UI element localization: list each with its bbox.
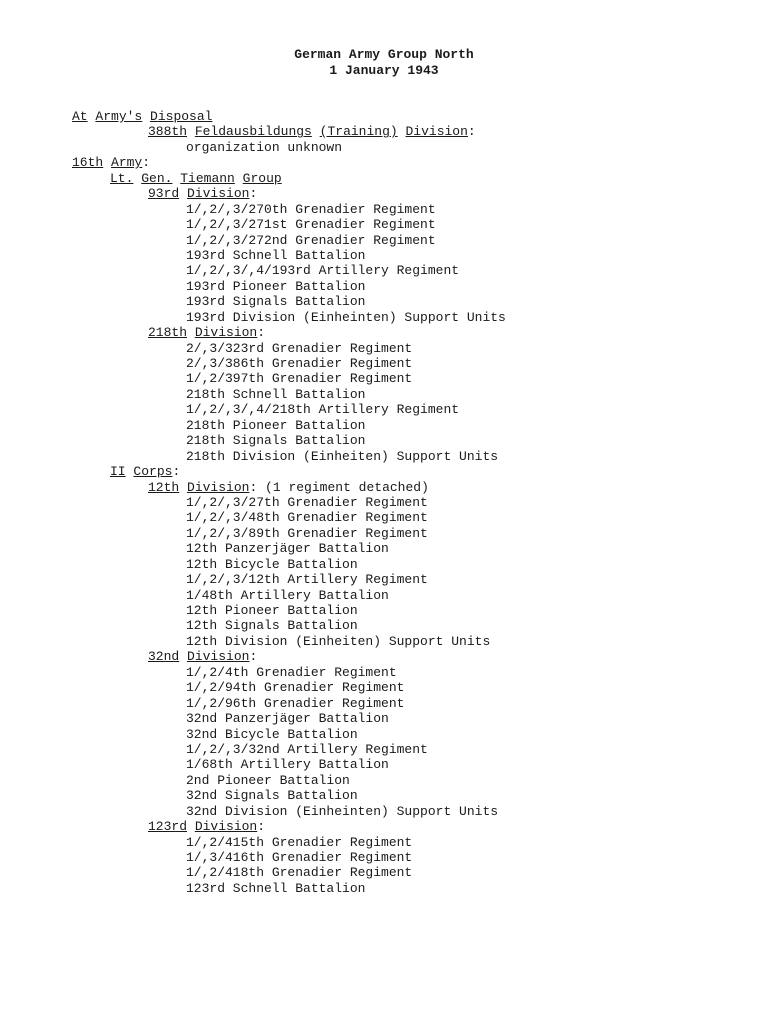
- text-run: 12th Pioneer Battalion: [186, 603, 358, 618]
- unit-line: [72, 634, 506, 649]
- text-run: 1/,2/,3/,4/218th Artillery Regiment: [186, 402, 460, 418]
- text-run: 193rd Division (Einheinten) Support Units: [186, 309, 506, 325]
- text-run: 1/,2/,3/89th Grenadier Regiment: [186, 525, 428, 541]
- heading-16th-army: [72, 155, 506, 170]
- text-run: Division: [187, 479, 250, 495]
- text-run: 32nd Signals Battalion: [186, 788, 358, 804]
- text-run: [179, 649, 187, 664]
- unit-line: [72, 294, 506, 309]
- unit-line: [72, 665, 506, 680]
- unit-line: [72, 356, 506, 371]
- text-run: 1/,2/397th Grenadier Regiment: [186, 371, 413, 387]
- text-run: Group: [242, 170, 282, 186]
- unit-line: [72, 310, 506, 325]
- text-run: Tiemann: [180, 170, 235, 186]
- text-run: Lt.: [110, 170, 134, 186]
- text-run: 2nd Pioneer Battalion: [186, 772, 350, 788]
- text-run: [103, 155, 111, 170]
- text-run: Gen.: [141, 170, 173, 186]
- unit-line: [72, 541, 506, 556]
- unit-line: [72, 711, 506, 726]
- heading-388th-division: [72, 124, 506, 139]
- text-run: Division: [405, 124, 468, 140]
- unit-line: [72, 742, 506, 757]
- text-run: 1/,2/,3/271st Grenadier Regiment: [186, 217, 436, 233]
- text-run: [187, 819, 195, 834]
- unit-line: [72, 850, 506, 865]
- heading-32nd-division: [72, 649, 506, 664]
- text-run: 218th Pioneer Battalion: [186, 417, 366, 433]
- heading-218th-division: [72, 325, 506, 340]
- text-run: Feldausbildungs: [194, 124, 312, 140]
- unit-line: [72, 418, 506, 433]
- text-run: Army: [111, 155, 143, 171]
- text-run: II: [110, 464, 126, 480]
- text-run: 1/,2/4th Grenadier Regiment: [186, 664, 397, 680]
- text-run: 1/,2/96th Grenadier Regiment: [186, 695, 405, 711]
- text-run: :: [257, 325, 266, 341]
- text-run: 218th Schnell Battalion: [186, 386, 366, 402]
- unit-line: [72, 263, 506, 278]
- text-run: 388th: [148, 124, 188, 140]
- unit-line: [72, 526, 506, 541]
- text-run: :: [257, 819, 266, 835]
- text-run: 1/,2/,3/,4/193rd Artillery Regiment: [186, 263, 460, 279]
- text-run: [398, 124, 406, 139]
- text-run: Division: [194, 325, 258, 341]
- heading-123rd-division: [72, 819, 506, 834]
- unit-line: [72, 341, 506, 356]
- unit-line: [72, 588, 506, 603]
- text-run: 123rd Schnell Battalion: [186, 880, 366, 896]
- text-run: [142, 109, 150, 124]
- unit-line: [72, 603, 506, 618]
- text-run: 93rd: [148, 186, 180, 202]
- text-run: 32nd Division (Einheinten) Support Units: [186, 803, 499, 819]
- text-run: Division: [187, 649, 250, 665]
- unit-line: [72, 233, 506, 248]
- text-run: 1/,2/,3/48th Grenadier Regiment: [186, 510, 428, 526]
- heading-armys-disposal: [72, 109, 506, 124]
- unit-line: [72, 881, 506, 896]
- text-run: organization unknown: [186, 139, 343, 155]
- text-run: 1/,2/,3/12th Artillery Regiment: [186, 572, 428, 588]
- heading-12th-division: [72, 480, 506, 495]
- text-run: 1/,2/415th Grenadier Regiment: [186, 834, 413, 850]
- text-run: 32nd: [148, 649, 180, 665]
- text-run: (Training): [319, 124, 398, 140]
- unit-line: [72, 804, 506, 819]
- text-run: [179, 186, 187, 201]
- text-run: 218th Division (Einheiten) Support Units: [186, 448, 499, 464]
- text-run: :: [142, 155, 151, 171]
- text-run: 12th: [148, 479, 180, 495]
- unit-line: [72, 865, 506, 880]
- text-run: [187, 325, 195, 340]
- text-run: 12th Signals Battalion: [186, 618, 358, 634]
- text-run: 193rd Pioneer Battalion: [186, 278, 366, 294]
- unit-line: [72, 510, 506, 525]
- text-run: 32nd Panzerjäger Battalion: [186, 711, 389, 727]
- text-run: 16th: [72, 155, 104, 171]
- unit-line: [72, 387, 506, 402]
- text-run: Corps: [133, 464, 173, 480]
- text-run: [312, 124, 320, 139]
- unit-line: [72, 680, 506, 695]
- text-run: 218th Signals Battalion: [186, 433, 366, 449]
- text-run: 1/68th Artillery Battalion: [186, 757, 389, 773]
- unit-line: [72, 727, 506, 742]
- text-run: 218th: [148, 325, 188, 341]
- text-run: 1/,2/,3/32nd Artillery Regiment: [186, 741, 428, 757]
- text-run: 1/,2/,3/270th Grenadier Regiment: [186, 201, 436, 217]
- text-run: 32nd Bicycle Battalion: [186, 726, 358, 742]
- text-run: 193rd Signals Battalion: [186, 294, 366, 310]
- text-run: Army's: [95, 109, 143, 124]
- text-run: 193rd Schnell Battalion: [186, 247, 366, 263]
- unit-line: [72, 217, 506, 232]
- text-run: Disposal: [150, 109, 213, 124]
- unit-line: [72, 696, 506, 711]
- text-run: 123rd: [148, 819, 188, 835]
- document-title: German Army Group North: [294, 47, 474, 62]
- unit-line: [72, 557, 506, 572]
- order-of-battle-list: [72, 109, 506, 896]
- unit-line: [72, 618, 506, 633]
- text-run: 12th Division (Einheiten) Support Units: [186, 633, 491, 649]
- text-run: At: [72, 109, 88, 124]
- unit-line: [72, 140, 506, 155]
- text-run: 2/,3/323rd Grenadier Regiment: [186, 340, 413, 356]
- text-run: :: [249, 186, 258, 202]
- text-run: [235, 171, 243, 186]
- unit-line: [72, 757, 506, 772]
- text-run: 1/,2/,3/272nd Grenadier Regiment: [186, 232, 436, 248]
- heading-93rd-division: [72, 186, 506, 201]
- text-run: 1/,3/416th Grenadier Regiment: [186, 850, 413, 865]
- heading-ii-corps: [72, 464, 506, 479]
- unit-line: [72, 279, 506, 294]
- text-run: 12th Bicycle Battalion: [186, 556, 358, 572]
- unit-line: [72, 402, 506, 417]
- text-run: Division: [187, 186, 250, 202]
- unit-line: [72, 202, 506, 217]
- text-run: : (1 regiment detached): [249, 479, 429, 495]
- unit-line: [72, 572, 506, 587]
- text-run: :: [172, 464, 181, 480]
- unit-line: [72, 433, 506, 448]
- document-date: 1 January 1943: [329, 63, 439, 78]
- unit-line: [72, 449, 506, 464]
- unit-line: [72, 788, 506, 803]
- text-run: :: [467, 124, 476, 140]
- unit-line: [72, 835, 506, 850]
- text-run: 1/,2/,3/27th Grenadier Regiment: [186, 494, 428, 510]
- unit-line: [72, 371, 506, 386]
- text-run: 12th Panzerjäger Battalion: [186, 541, 389, 557]
- text-run: :: [249, 649, 258, 665]
- unit-line: [72, 248, 506, 263]
- text-run: Division: [194, 819, 258, 835]
- text-run: 1/,2/94th Grenadier Regiment: [186, 680, 405, 696]
- text-run: [187, 124, 195, 139]
- text-run: 1/48th Artillery Battalion: [186, 587, 389, 603]
- unit-line: [72, 773, 506, 788]
- unit-line: [72, 495, 506, 510]
- heading-tiemann-group: [72, 171, 506, 186]
- text-run: [179, 480, 187, 495]
- text-run: 1/,2/418th Grenadier Regiment: [186, 865, 413, 881]
- text-run: 2/,3/386th Grenadier Regiment: [186, 356, 413, 371]
